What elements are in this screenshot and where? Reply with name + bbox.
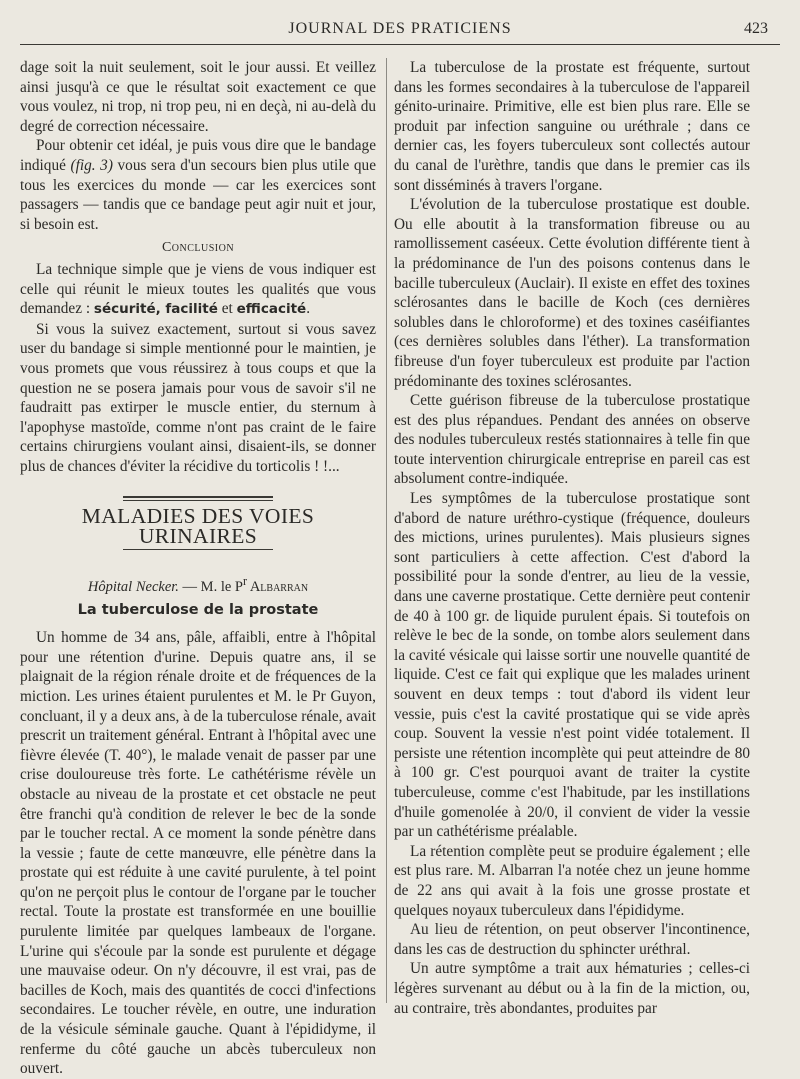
conclusion-heading: Conclusion: [161, 240, 235, 256]
paragraph: Au lieu de rétention, on peut observer l'incontinence, dans les cas de destruction du sphincter uréthral.: [394, 921, 750, 958]
paragraph: [20, 136, 376, 234]
article-title: La tuberculose de la prostate: [77, 601, 319, 618]
page-header: [20, 16, 780, 45]
byline-dash: — M. le P: [178, 578, 243, 595]
byline-superscript: r: [242, 574, 247, 589]
paragraph: Si vous la suivez exactement, surtout si vous savez user du bandage si simple mentionné pour le maintien, je vous promets que vous réussirez à tous coups et que la question ne se posera jamais pour vous de savoir s'il ne faudraitt pas extirper le muscle entier, du sternum à l'apophyse mastoïde, comme n'ont pas craint de le faire certains chirurgiens voulant ainsi, disaient-ils, se donner plus de chances d'éviter la récidive du torticolis ! !...: [20, 320, 376, 475]
byline-hospital: Hôpital Necker.: [87, 578, 179, 595]
text-run: et: [217, 300, 237, 318]
paragraph: Un homme de 34 ans, pâle, affaibli, entre à l'hôpital pour une rétention d'urine. Depuis quatre ans, il se plaignait de la région rénale droite et de fréquences de la miction. Les urines étaient purulentes et M. le Pr Guyon, concluant, il y a deux ans, à de la tuberculose rénale, avait prescrit un traitement général. Entrant à l'hôpital avec une fièvre élevée (T. 40°), le malade venait de passer par une crise douloureuse très forte. Le cathétérisme révèle un obstacle au niveau de la prostate et cet obstacle ne peut être franchi qu'à condition de relever le bec de la sonde par le toucher rectal. A ce moment la sonde pénètre dans la vessie ; faute de cette manœuvre, elle pénètre dans la prostate qui est réduite à une cavité purulente, à tel point qu'on ne perçoit plus le contour de l'organe par le toucher rectal. Toute la prostate est transformée en une bouillie purulente limitée par quelques lambeaux de l'organe. L'urine qui s'écoule par la sonde est purulente et dégage une mauvaise odeur. On n'y découvre, il est vrai, pas de bacilles de Koch, mais des quantités de cocci d'infections secondaires. Le toucher révèle, en outre, une induration de la vésicule séminale gauche. Quant à l'épididyme, il renferme du côté gauche un abcès tuberculeux non ouvert.: [20, 629, 376, 1078]
left-column: [20, 58, 376, 1079]
paragraph: [20, 260, 376, 320]
section-title: MALADIES DES VOIES URINAIRES: [81, 504, 315, 549]
text-run: Pour obtenir cet idéal, je puis vous dire que le bandage indiqué: [20, 137, 376, 174]
column-divider: [386, 58, 387, 1003]
section-rule-top: [123, 496, 273, 501]
paragraph: Cette guérison fibreuse de la tuberculose prostatique est des plus répandues. Pendant des années on observe des nodules tuberculeux restés stationnaires à telle fin que toute intervention chirurgicale entreprise en pareil cas est absolument contre-indiquée.: [394, 392, 750, 488]
paragraph: La tuberculose de la prostate est fréquente, surtout dans les formes secondaires à la tuberculose de l'appareil génito-urinaire. Primitive, elle est bien plus rare. Elle se produit par infection sanguine ou uréthrale ; dans ce dernier cas, les foyers tuberculeux sont collectés autour du canal de l'urèthre, tandis que dans le premier cas ils sont disséminés à travers l'organe.: [394, 59, 750, 194]
paragraph: Un autre symptôme a trait aux hématuries ; celles-ci légères survenant au début ou à la fin de la miction, ou, au contraire, très abondantes, produites par: [394, 960, 750, 1017]
running-title: JOURNAL DES PRATICIENS: [288, 20, 512, 37]
text-run: vous sera d'un secours bien plus utile que tous les exercices du monde — car les exercices sont passagers — tandis que ce bandage peut agir nuit et jour, si besoin est.: [20, 156, 376, 233]
figure-reference: (fig. 3): [70, 156, 113, 174]
page-number: 423: [744, 20, 768, 37]
paragraph: dage soit la nuit seulement, soit le jour aussi. Et veillez ainsi jusqu'à ce que le résultat soit exactement ce que vous voulez, ni trop, ni trop peu, ni en deçà, ni au-delà du degré de correction nécessaire.: [20, 59, 376, 135]
paragraph: La rétention complète peut se produire également ; elle est plus rare. M. Albarran l'a notée chez un jeune homme de 22 ans qui avait à la fois une grosse prostate et quelques noyaux tuberculeux dans l'épididyme.: [394, 842, 750, 919]
emphasis-efficacite: efficacité: [236, 301, 307, 318]
article-byline: [20, 572, 376, 597]
emphasis-securite-facilite: sécurité, facilité: [93, 301, 218, 318]
text-run: .: [306, 300, 311, 318]
right-column: [394, 58, 750, 1018]
byline-name: Albarran: [247, 578, 309, 595]
paragraph: Les symptômes de la tuberculose prostatique sont d'abord de nature uréthro-cystique (fréquence, douleurs des mictions, urines purulentes). Mais plusieurs signes sont particuliers à cette affection. C'est d'abord la possibilité pour la sonde d'entrer, au lieu de la vessie, dans une caverne prostatique. Cette dernière peut contenir de 40 à 100 gr. de liquide purulent épais. Si toutefois on relève le bec de la sonde, on tombe alors seulement dans la cavité vésicale qui laisse sortir une nouvelle quantité de liquide. C'est ce fait qui explique que les malades urinent souvent en deux temps : tout d'abord ils vident leur vessie, puis c'est la cavité prostatique qui se vide après coup. Souvent la vessie n'est point vidée totalement. Il persiste une rétention incomplète qui peut atteindre de 80 à 100 gr. C'est pourquoi avant de traiter la cystite tuberculeuse, comme c'est l'habitude, par les instillations d'huile gomenolée à 20/0, il convient de vider la vessie par un cathétérisme préalable.: [394, 490, 750, 841]
text-run: La technique simple que je viens de vous indiquer est celle qui réunit le mieux toutes les qualités que vous demandez :: [20, 260, 376, 318]
section-rule-bottom: [123, 549, 273, 551]
paragraph: L'évolution de la tuberculose prostatique est double. Ou elle aboutit à la transformation fibreuse ou au ramollissement caséeux. Cette évolution différente tient à la prédominance de l'un des poisons contenus dans le bacille tuberculeux (Auclair). Il existe en effet des toxines sclérosantes dans le bacille de Koch (ces dernières solubles dans le chloroforme) et des toxines caséifiantes (ces dernières solubles dans l'éther). La transformation fibreuse d'un foyer tuberculeux est produite par l'action prédominante des toxines sclérosantes.: [394, 196, 750, 390]
